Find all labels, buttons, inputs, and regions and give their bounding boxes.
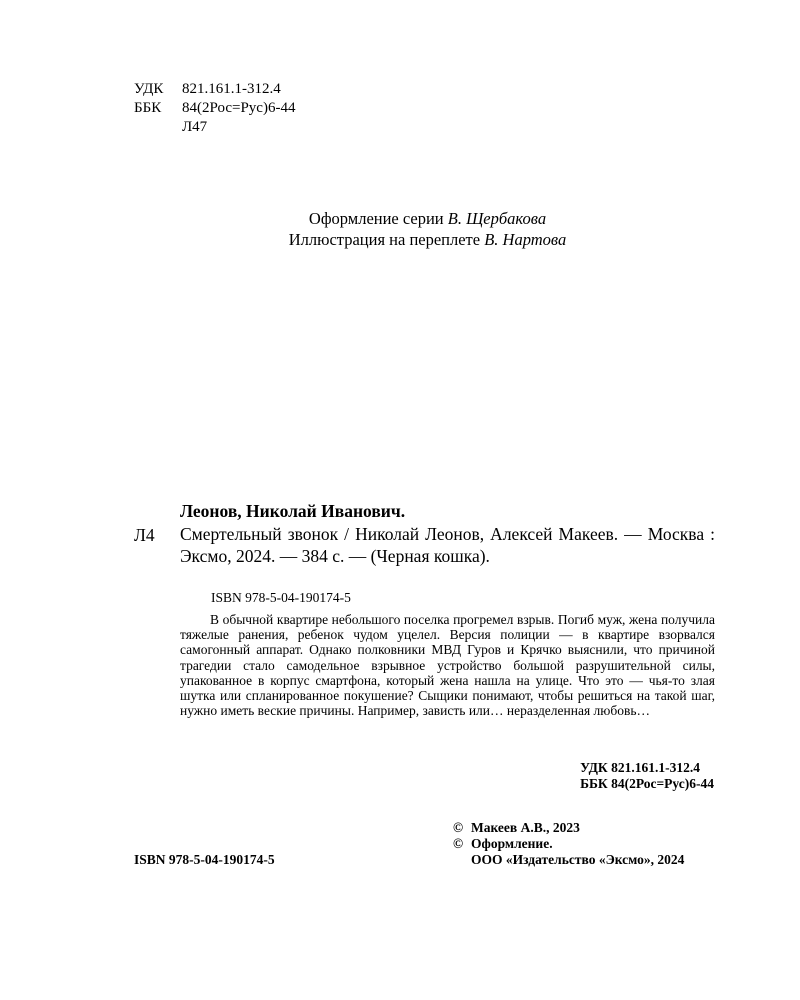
- author-mark: Л4: [134, 525, 155, 545]
- author-heading: Леонов, Николай Иванович.: [180, 501, 406, 521]
- bbk-bottom: ББК 84(2Рос=Рус)6-44: [580, 776, 714, 791]
- udk-label: УДК: [134, 81, 164, 97]
- author-sign: Л47: [182, 119, 208, 135]
- copyright-symbol: ©: [453, 820, 464, 835]
- udk-row: [134, 80, 295, 99]
- copyright-block: [453, 820, 715, 868]
- copyright-design: Оформление.: [471, 836, 553, 851]
- series-design-credit: [0, 208, 800, 229]
- bibliographic-description: Смертельный звонок / Николай Леонов, Алексей Макеев. — Москва : Эксмо, 2024. — 384 с. — (Черная кошка).: [180, 524, 715, 566]
- author-sign-row: [134, 118, 295, 137]
- copyright-symbol: ©: [453, 836, 464, 851]
- bbk-label: ББК: [134, 100, 162, 116]
- cover-illustration-label: Иллюстрация на переплете: [288, 230, 481, 249]
- cover-illustration-credit: [0, 229, 800, 250]
- udk-bottom: УДК 821.161.1-312.4: [580, 760, 700, 775]
- bbk-value: 84(2Рос=Рус)6-44: [182, 100, 296, 116]
- udk-value: 821.161.1-312.4: [182, 81, 281, 97]
- series-design-name: В. Щербакова: [447, 209, 547, 228]
- isbn-bottom: ISBN 978-5-04-190174-5: [134, 852, 275, 867]
- copyright-line-2: [453, 836, 715, 852]
- cover-illustration-name: В. Нартова: [484, 230, 567, 249]
- classification-block-top: [134, 80, 295, 137]
- series-design-label: Оформление серии: [308, 209, 444, 228]
- classification-block-bottom: [580, 760, 714, 792]
- copyright-line-1: [453, 820, 715, 836]
- annotation-paragraph: В обычной квартире небольшого поселка прогремел взрыв. Погиб муж, жена получила тяжелые ранения, ребенок чудом уцелел. Версия полиции — в квартире взорвался самогонный аппарат. Однако полковники МВД Гуров и Крячко выяснили, что причиной трагедии стало самодельное взрывное устройство большой разрушительной силы, упакованное в корпус смартфона, который жена нашла на улице. Что это — чья-то злая шутка или спланированное покушение? Сыщики понимают, чтобы решиться на такой шаг, нужно иметь веские причины. Например, зависть или… неразделенная любовь…: [180, 612, 715, 719]
- copyright-holder: Макеев А.В., 2023: [471, 820, 580, 835]
- copyright-publisher: ООО «Издательство «Эксмо», 2024: [471, 852, 685, 867]
- design-credits: [0, 208, 800, 250]
- isbn-record: ISBN 978-5-04-190174-5: [211, 590, 351, 605]
- bbk-row: [134, 99, 295, 118]
